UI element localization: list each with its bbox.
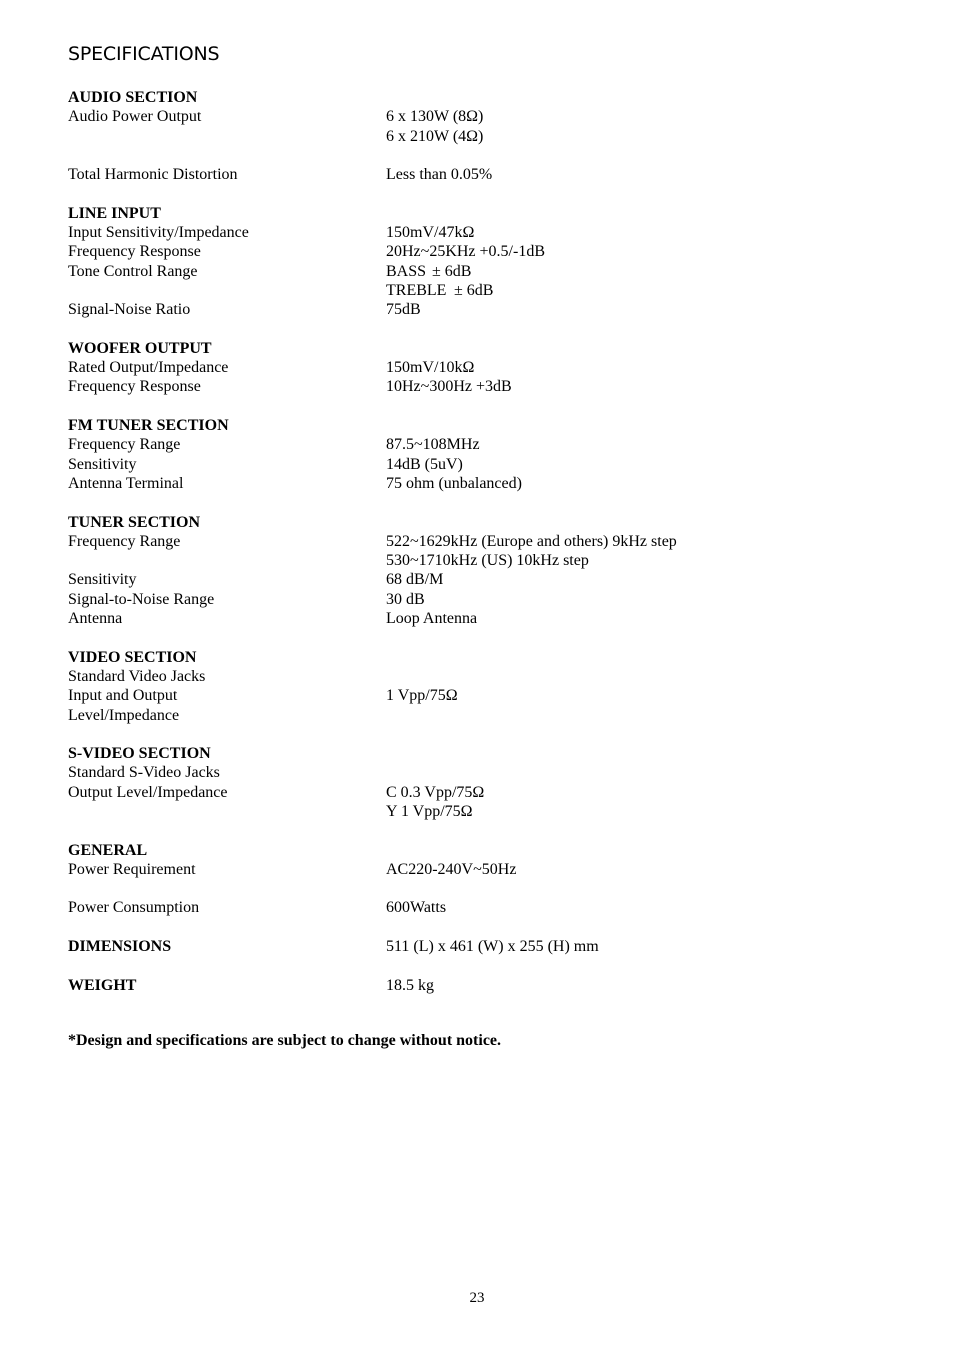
- spec-value: 150mV/47kΩ: [386, 224, 475, 242]
- spec-value: 1 Vpp/75Ω: [386, 687, 458, 705]
- svideo-output-row: [68, 783, 868, 802]
- snr-row: [68, 300, 868, 319]
- fm-range-row: [68, 435, 868, 454]
- spec-value: BASS ± 6dB: [386, 262, 472, 280]
- spec-value: C 0.3 Vpp/75Ω: [386, 783, 485, 801]
- general-section-heading: GENERAL: [68, 841, 148, 859]
- video-section-heading: VIDEO SECTION: [68, 648, 197, 666]
- woofer-output-heading: WOOFER OUTPUT: [68, 339, 212, 357]
- thd-row: [68, 165, 868, 184]
- tuner-antenna-row: [68, 609, 868, 628]
- spec-label: Standard S-Video Jacks: [68, 764, 220, 782]
- spec-label: Tone Control Range: [68, 262, 198, 280]
- spec-label: Antenna Terminal: [68, 474, 184, 492]
- spec-label: Power Requirement: [68, 860, 196, 878]
- fm-sensitivity-row: [68, 455, 868, 474]
- tuner-sensitivity-row: [68, 570, 868, 589]
- fm-tuner-heading: FM TUNER SECTION: [68, 417, 229, 435]
- audio-power-row-2: [68, 127, 868, 146]
- spec-value: Y 1 Vpp/75Ω: [386, 802, 473, 820]
- spec-value: 511 (L) x 461 (W) x 255 (H) mm: [386, 938, 599, 956]
- spec-value: TREBLE ± 6dB: [386, 281, 494, 299]
- spec-label: Total Harmonic Distortion: [68, 166, 238, 184]
- spec-value: 10Hz~300Hz +3dB: [386, 378, 512, 396]
- spec-label: Signal-Noise Ratio: [68, 301, 191, 319]
- spec-value: 75 ohm (unbalanced): [386, 474, 522, 492]
- spec-value: 30 dB: [386, 590, 425, 608]
- spec-label: Level/Impedance: [68, 706, 180, 724]
- disclaimer: *Design and specifications are subject to change without notice.: [68, 1032, 502, 1049]
- woofer-rated-row: [68, 358, 868, 377]
- spec-value: 6 x 130W (8Ω): [386, 108, 484, 126]
- spec-value: 18.5 kg: [386, 976, 434, 994]
- spec-label: Standard Video Jacks: [68, 667, 206, 685]
- spec-value: 75dB: [386, 301, 421, 319]
- video-level-row: [68, 706, 868, 725]
- tone-control-row: [68, 262, 868, 281]
- spec-label: WEIGHT: [68, 976, 137, 994]
- spec-value: 14dB (5uV): [386, 455, 463, 473]
- page-number: 23: [469, 1290, 485, 1306]
- woofer-frequency-row: [68, 377, 868, 396]
- tuner-range-row: [68, 532, 868, 551]
- spec-value: 530~1710kHz (US) 10kHz step: [386, 552, 589, 570]
- spec-label: Sensitivity: [68, 571, 137, 589]
- tuner-range-row-2: [68, 551, 868, 570]
- svideo-output-row-2: [68, 802, 868, 821]
- spec-label: Input and Output: [68, 687, 178, 705]
- spec-label: Sensitivity: [68, 455, 137, 473]
- power-requirement-row: [68, 860, 868, 879]
- spec-label: Frequency Range: [68, 532, 181, 550]
- audio-section-heading: AUDIO SECTION: [68, 89, 198, 106]
- audio-power-row: [68, 107, 868, 126]
- power-consumption-row: [68, 898, 868, 917]
- spec-value: 522~1629kHz (Europe and others) 9kHz step: [386, 532, 677, 550]
- spec-value: Loop Antenna: [386, 610, 478, 628]
- spec-label: DIMENSIONS: [68, 938, 172, 956]
- video-io-row: [68, 686, 868, 705]
- treble-row: [68, 281, 868, 300]
- spec-value: 68 dB/M: [386, 571, 444, 589]
- spec-value: 87.5~108MHz: [386, 436, 480, 454]
- svideo-jacks-row: [68, 763, 868, 782]
- spec-label: Antenna: [68, 610, 123, 628]
- spec-value: Less than 0.05%: [386, 166, 493, 184]
- weight-row: [68, 976, 868, 995]
- spec-label: Rated Output/Impedance: [68, 359, 229, 377]
- svideo-section-heading: S-VIDEO SECTION: [68, 745, 211, 763]
- spec-list: [68, 88, 868, 995]
- tuner-snr-row: [68, 590, 868, 609]
- spec-value: 20Hz~25KHz +0.5/-1dB: [386, 243, 545, 261]
- line-input-frequency-row: [68, 242, 868, 261]
- spec-label: Signal-to-Noise Range: [68, 590, 215, 608]
- spec-value: 600Watts: [386, 899, 447, 917]
- video-jacks-row: [68, 667, 868, 686]
- spec-label: Frequency Response: [68, 243, 201, 261]
- spec-label: Output Level/Impedance: [68, 783, 228, 801]
- spec-label: Audio Power Output: [68, 108, 202, 126]
- spec-value: AC220-240V~50Hz: [386, 860, 517, 878]
- line-input-heading: LINE INPUT: [68, 204, 161, 222]
- tuner-heading: TUNER SECTION: [68, 513, 201, 531]
- fm-antenna-row: [68, 474, 868, 493]
- page-title: SPECIFICATIONS: [68, 43, 220, 65]
- spec-label: Frequency Range: [68, 436, 181, 454]
- spec-label: Input Sensitivity/Impedance: [68, 224, 249, 242]
- line-input-sensitivity-row: [68, 223, 868, 242]
- spec-value: 6 x 210W (4Ω): [386, 127, 484, 145]
- dimensions-row: [68, 937, 868, 956]
- spec-value: 150mV/10kΩ: [386, 359, 475, 377]
- spec-label: Frequency Response: [68, 378, 201, 396]
- spec-label: Power Consumption: [68, 899, 200, 917]
